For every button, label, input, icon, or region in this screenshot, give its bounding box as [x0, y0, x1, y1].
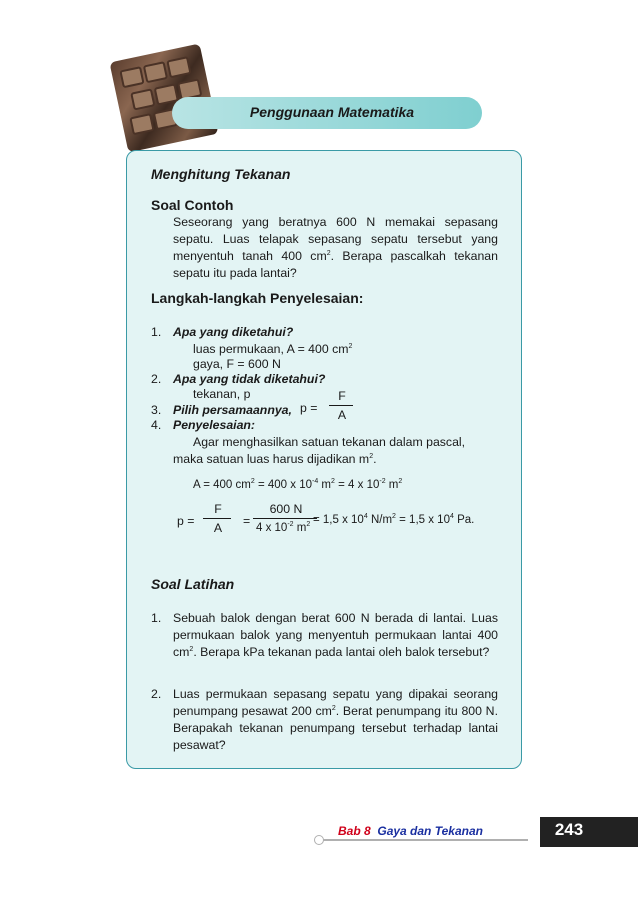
step-3-fraction-bar — [329, 405, 353, 406]
example-heading: Soal Contoh — [151, 197, 234, 213]
pressure-fraction-bar-2 — [253, 518, 317, 519]
step-3-label: Pilih persamaannya, — [173, 403, 292, 417]
pressure-numerator-600n: 600 N — [269, 502, 303, 516]
chapter-prefix: Bab 8 — [338, 824, 371, 838]
pressure-denominator-a: A — [213, 521, 223, 535]
step-2-label: Apa yang tidak diketahui? — [173, 372, 326, 386]
step-4-text-2: maka satuan luas harus dijadikan $m^2$. — [173, 452, 377, 466]
exercise-1-text: Sebuah balok dengan berat 600 N berada di lantai. Luas permukaan balok yang menyentuh permukaan lantai 400 $cm^2$. Berapa kPa tekanan pada lantai oleh balok tersebut? — [173, 611, 498, 659]
steps-heading: Langkah-langkah Penyelesaian: — [151, 290, 364, 306]
step-3-denominator: A — [337, 408, 347, 422]
step-2-number: 2. — [151, 372, 162, 386]
step-4-label: Penyelesaian: — [173, 418, 256, 432]
step-4-number: 4. — [151, 418, 162, 432]
footer-chapter — [338, 824, 483, 838]
step-1-area: luas permukaan, A = 400 $cm^2$ — [193, 342, 353, 356]
pressure-fraction-bar-1 — [203, 518, 231, 519]
step-3-lhs: p = — [300, 401, 318, 415]
footer-circle-ornament — [314, 835, 324, 845]
example-text: Seseorang yang beratnya 600 N memakai sepasang sepatu. Luas telapak sepasang sepatu tersebut yang menyentuh tanah 400 $cm^2$. Berapa pascalkah tekanan sepatu itu pada lantai? — [173, 215, 498, 280]
pressure-lhs: p = — [177, 514, 195, 528]
step-3-numerator: F — [338, 389, 346, 403]
chapter-title: Gaya dan Tekanan — [377, 824, 483, 838]
exercise-2-number: 2. — [151, 687, 162, 701]
section-title: Menghitung Tekanan — [151, 166, 291, 182]
exercise-2-text: Luas permukaan sepasang sepatu yang dipakai seorang penumpang pesawat 200 $cm^2$. Berat penumpang itu 800 N. Berapakah tekanan penumpang tersebut terhadap lantai pesawat? — [173, 687, 498, 752]
step-1-force: gaya, F = 600 N — [193, 357, 281, 371]
pressure-equals: = — [243, 514, 251, 528]
step-1-number: 1. — [151, 325, 162, 339]
step-2-pressure: tekanan, p — [193, 387, 251, 401]
area-conversion: A = 400 $cm^2 = 400$ x $10^{-4}$ $m^2 = 4$ x $10^{-2}$ $m^2$ — [193, 478, 403, 491]
header-title: Penggunaan Matematika — [249, 104, 415, 120]
step-3-number: 3. — [151, 403, 162, 417]
step-4-text-1: Agar menghasilkan satuan tekanan dalam pascal, — [193, 435, 466, 449]
pressure-numerator-f: F — [214, 502, 222, 516]
footer-divider — [320, 839, 528, 841]
pressure-result: = 1,5 x $10^4$ $N/m^2 = 1,5$ x $10^4$ Pa. — [313, 513, 475, 526]
exercise-1-number: 1. — [151, 611, 162, 625]
step-1-label: Apa yang diketahui? — [173, 325, 294, 339]
exercise-heading: Soal Latihan — [151, 576, 235, 592]
page-number: 243 — [554, 820, 584, 839]
pressure-denominator-area: 4 x $10^{-2}$ $m^2$ — [256, 521, 311, 534]
